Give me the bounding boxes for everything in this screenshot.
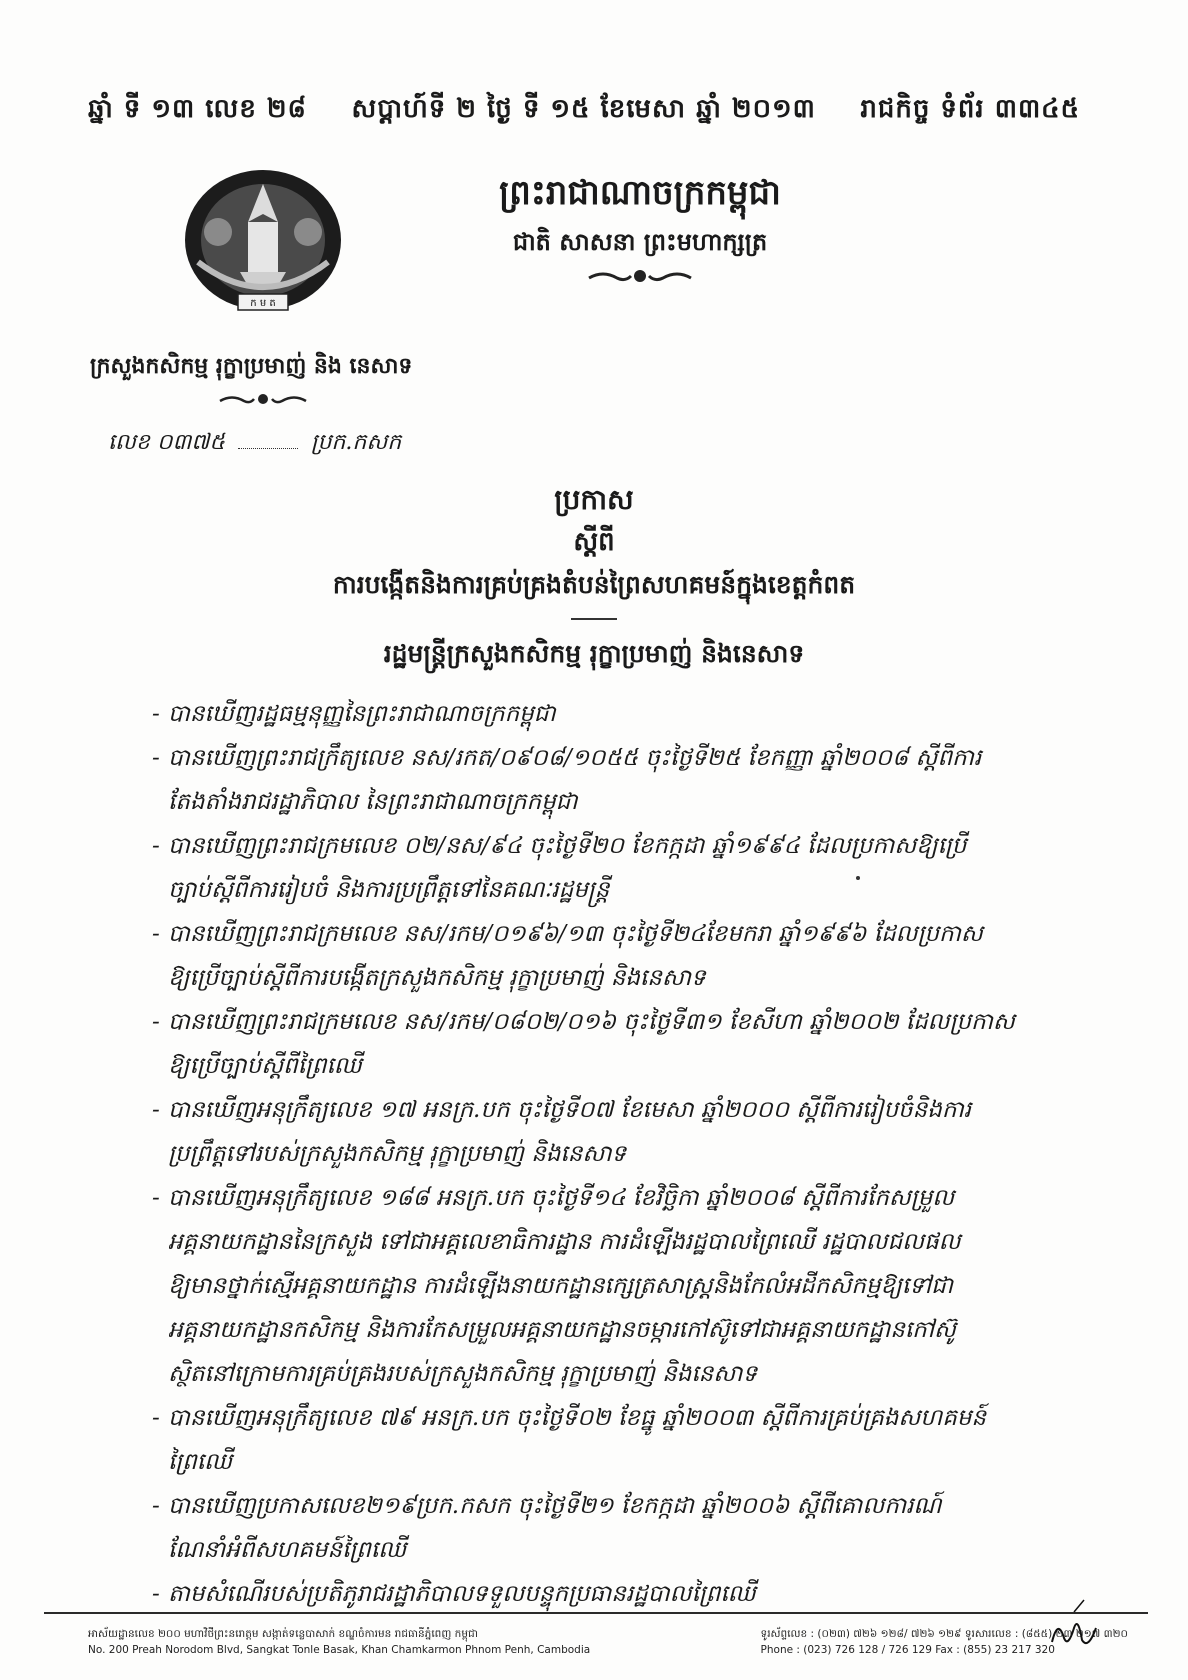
reference-prefix: លេខ xyxy=(108,430,150,455)
footer-divider xyxy=(44,1612,1148,1614)
gazette-date: សប្តាហ៍ទី ២ ថ្ងៃ ទី ១៥ ខែមេសា ឆ្នាំ ២០១៣ xyxy=(351,94,816,124)
document-about: ស្តីពី xyxy=(573,527,615,557)
scan-mark xyxy=(856,876,860,880)
phone-khmer: ទូរស័ព្ទលេខ : (០២៣) ៧២៦ ១២៨/ ៧២៦ ១២៩ ទូរសារលេខ : (៨៥៥) ២៣ ២១៧ ៣២០ xyxy=(760,1628,1128,1640)
initials-signature-icon xyxy=(1044,1598,1104,1654)
proclamation-titles xyxy=(0,478,1188,674)
gazette-page: រាជកិច្ច ទំព័រ ៣៣៤៥ xyxy=(860,94,1080,124)
legal-basis-list xyxy=(152,692,1072,1616)
list-item: - បានឃើញរដ្ឋធម្មនុញ្ញនៃព្រះរាជាណាចក្រកម្ពុជា xyxy=(152,701,556,727)
svg-text:ក ម ត: ក ម ត xyxy=(250,298,276,309)
list-item: - បានឃើញអនុក្រឹត្យលេខ ៧៩ អនក្រ.បក ចុះថ្ងៃទី០២ ខែធ្នូ ឆ្នាំ២០០៣ ស្តីពីការគ្រប់គ្រងសហគមន៍ ព្រៃឈើ xyxy=(152,1405,986,1475)
reference-number xyxy=(108,428,401,460)
list-item: - បានឃើញអនុក្រឹត្យលេខ ១៨៨ អនក្រ.បក ចុះថ្ងៃទី១៤ ខែវិច្ឆិកា ឆ្នាំ២០០៨ ស្តីពីការកែសម្រួល អគ្គនាយកដ្ឋាននៃក្រសួង ទៅជាអគ្គលេខាធិការដ្ឋាន ការដំឡើងរដ្ឋបាលព្រៃឈើ រដ្ឋបាលជលផល ឱ្យមានថ្នាក់ស្មើអគ្គនាយកដ្ឋាន ការដំឡើងនាយកដ្ឋានក្សេត្រសាស្ត្រនិងកែលំអដីកសិកម្មឱ្យទៅជា អគ្គនាយកដ្ឋានកសិកម្ម និងការកែសម្រួលអគ្គនាយកដ្ឋានចម្ការកៅស៊ូទៅជាអគ្គនាយកដ្ឋានកៅស៊ូ ស្ថិតនៅក្រោមការគ្រប់គ្រងរបស់ក្រសួងកសិកម្ម រុក្ខាប្រមាញ់ និងនេសាទ xyxy=(152,1185,961,1387)
document-type: ប្រកាស xyxy=(554,483,634,516)
reference-value: ០៣៧៥ xyxy=(156,430,225,455)
document-subject: ការបង្កើតនិងការគ្រប់គ្រងតំបន់ព្រៃសហគមន៍ក្នុងខេត្តកំពត xyxy=(332,570,856,599)
footer-address xyxy=(88,1626,590,1658)
reference-dots xyxy=(238,448,298,449)
list-item: - បានឃើញព្រះរាជក្រមលេខ នស/រកម/០១៩៦/១៣ ចុះថ្ងៃទី២៤ខែមករា ឆ្នាំ១៩៩៦ ដែលប្រកាស ឱ្យប្រើច្បាប់ស្តីពីការបង្កើតក្រសួងកសិកម្ម រុក្ខាប្រមាញ់ និងនេសាទ xyxy=(152,921,983,991)
gazette-header xyxy=(88,92,1080,130)
document-issuer: រដ្ឋមន្ត្រីក្រសួងកសិកម្ម រុក្ខាប្រមាញ់ និងនេសាទ xyxy=(383,639,805,668)
list-item: - បានឃើញព្រះរាជក្រឹត្យលេខ នស/រកត/០៩០៨/១០៥៥ ចុះថ្ងៃទី២៥ ខែកញ្ញា ឆ្នាំ២០០៨ ស្តីពីការ តែងតាំងរាជរដ្ឋាភិបាល នៃព្រះរាជាណាចក្រកម្ពុជា xyxy=(152,745,982,815)
royal-emblem-icon xyxy=(178,162,348,322)
kingdom-heading xyxy=(430,170,850,286)
phone-english: Phone : (023) 726 128 / 726 129 Fax : (855) 23 217 320 xyxy=(760,1644,1055,1656)
list-item: - បានឃើញប្រកាសលេខ២១៩ប្រក.កសក ចុះថ្ងៃទី២១ ខែកក្កដា ឆ្នាំ២០០៦ ស្តីពីគោលការណ៍ ណែនាំអំពីសហគមន៍ព្រៃឈើ xyxy=(152,1493,942,1563)
list-item: - បានឃើញអនុក្រឹត្យលេខ ១៧ អនក្រ.បក ចុះថ្ងៃទី០៧ ខែមេសា ឆ្នាំ២០០០ ស្តីពីការរៀបចំនិងការ ប្រព្រឹត្តទៅរបស់ក្រសួងកសិកម្ម រុក្ខាប្រមាញ់ និងនេសាទ xyxy=(152,1097,972,1167)
title-separator xyxy=(571,618,617,620)
ornament-icon xyxy=(218,390,308,408)
list-item: - បានឃើញព្រះរាជក្រមលេខ នស/រកម/០៨០២/០១៦ ចុះថ្ងៃទី៣១ ខែសីហា ឆ្នាំ២០០២ ដែលប្រកាស ឱ្យប្រើច្បាប់ស្តីពីព្រៃឈើ xyxy=(152,1009,1015,1079)
reference-suffix: ប្រក.កសក xyxy=(310,430,402,455)
ministry-name: ក្រសួងកសិកម្ម រុក្ខាប្រមាញ់ និង នេសាទ xyxy=(90,353,413,379)
national-motto: ជាតិ សាសនា ព្រះមហាក្សត្រ xyxy=(512,227,768,256)
address-khmer: អាស័យដ្ឋានលេខ ២០០ មហាវិថីព្រះនរោត្តម សង្កាត់ទន្លេបាសាក់ ខណ្ឌចំការមន រាជធានីភ្នំពេញ កម្ពុជា xyxy=(88,1628,478,1640)
ornament-icon xyxy=(585,266,695,286)
list-item: - បានឃើញព្រះរាជក្រមលេខ ០២/នស/៩៤ ចុះថ្ងៃទី២០ ខែកក្កដា ឆ្នាំ១៩៩៤ ដែលប្រកាសឱ្យប្រើ ច្បាប់ស្តីពីការរៀបចំ និងការប្រព្រឹត្តទៅនៃគណៈរដ្ឋមន្ត្រី xyxy=(152,833,967,903)
list-item: - តាមសំណើរបស់ប្រតិភូរាជរដ្ឋាភិបាលទទួលបន្ទុកប្រធានរដ្ឋបាលព្រៃឈើ xyxy=(152,1581,756,1607)
gazette-year-number: ឆ្នាំ ទី ១៣ លេខ ២៨ xyxy=(88,94,307,124)
kingdom-name: ព្រះរាជាណាចក្រកម្ពុជា xyxy=(499,173,781,213)
address-english: No. 200 Preah Norodom Blvd, Sangkat Tonle Basak, Khan Chamkarmon Phnom Penh, Cambodia xyxy=(88,1644,591,1656)
footer xyxy=(88,1626,1128,1658)
